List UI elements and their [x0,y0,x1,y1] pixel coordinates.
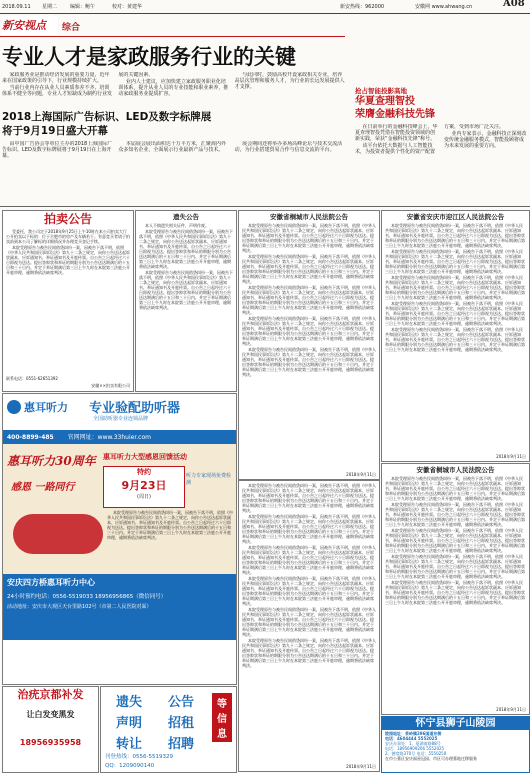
hearing-promo-details [107,510,233,570]
classified-cell: 公告 [167,695,194,710]
hearing-special-time: (周日) [137,494,151,500]
side-title-1: 华夏查理智投 [355,96,415,107]
cemetery-office2: 2、德宽路370号 电话：5550250 [385,751,447,756]
court-notice-body: 本院受理原告与被告民间借贷纠纷一案，因被告下落不明，依照《中华人民共和国民事诉讼法》第九十二条之规定，向你公告送达起诉状副本、应诉通知书、举证通知书及开庭传票。自公告之日起经过六十日即视为送达。提出答辩状和举证的期限分别为公告送达期满后的十五日和三十日内。并定于举证期满后第三日上午九时在本院第三法庭公开开庭审理，逾期将依法缺席判决。 [242,316,376,346]
small-notice [135,210,237,392]
auction-contact: 联系电话：0551-62651392 [6,376,58,381]
classified-side-char: 等 [217,699,227,710]
small-notice-text: 本人不慎遗失相关证件，声明作废。 [145,223,209,228]
court-notice-date: 2018年9月11日 [346,764,376,769]
court-notice-body: 本院受理原告与被告民间借贷纠纷一案，因被告下落不明，依照《中华人民共和国民事诉讼法》第九十二条之规定，向你公告送达起诉状副本、应诉通知书、举证通知书及开庭传票。自公告之日起经过六十日即视为送达。提出答辩状和举证的期限分别为公告送达期满后的十五日和三十日内。并定于举证期满后第三日上午九时在本院第三法庭公开开庭审理，逾期将依法缺席判决。 [385,275,525,300]
auction-company: 安徽××拍卖有限公司 [91,383,130,388]
hearing-promo-icon [13,514,103,554]
notice-divider [0,206,530,207]
header-hotline: 新安热线：962000 [340,4,385,10]
cemetery-office: 安庆办事处：1、菱湖南路88号 [385,741,441,746]
small-notice-body: 本院受理原告与被告民间借贷纠纷一案，因被告下落不明，依照《中华人民共和国民事诉讼法》第九十二条之规定，向你公告送达起诉状副本、应诉通知书、举证通知书及开庭传票。自公告之日起经过六十日即视为送达。提出答辩状和举证的期限分别为公告送达期满后的十五日和三十日内。并定于举证期满后第三日上午九时在本院第三法庭公开开庭审理，逾期将依法缺席判决。 [139,229,233,269]
expo-headline-2: 将于9月19日盛大开幕 [2,125,108,137]
expo-article-para: 展会期间还将举办多场高峰论坛与技术交流活动，为行业搭建贸易合作与信息交流的平台。 [234,141,343,153]
kidney-ad [2,686,99,773]
classified-side [212,693,232,742]
side-article-para: 业内专家表示，金融科技正深刻改变传统金融服务模式，智能投顾将成为未来发展的重要方向。 [444,131,527,149]
side-article-para: 在日前举行的金融科技峰会上，华夏查理智投凭借在智能投资领域的创新实践，荣获“金融科技先锋”称号。 [355,124,438,142]
header-site: 安徽网 www.ahwang.cn [415,4,473,10]
classified-cell: 转让 [115,737,142,752]
hearing-special-label: 特约 [137,468,151,476]
header-rule [0,13,530,14]
court-notice-body: 本院受理原告与被告民间借贷纠纷一案，因被告下落不明，依照《中华人民共和国民事诉讼法》第九十二条之规定，向你公告送达起诉状副本、应诉通知书、举证通知书及开庭传票。自公告之日起经过六十日即视为送达。提出答辩状和举证的期限分别为公告送达期满后的十五日和三十日内。并定于举证期满后第三日上午九时在本院第三法庭公开开庭审理，逾期将依法缺席判决。 [242,514,376,544]
cemetery-phone1: 电话：4604444 5552025 [385,736,438,741]
court-notice-3 [238,480,380,772]
court-notice-body: 本院受理原告与被告民间借贷纠纷一案，因被告下落不明，依照《中华人民共和国民事诉讼法》第九十二条之规定，向你公告送达起诉状副本、应诉通知书、举证通知书及开庭传票。自公告之日起经过六十日即视为送达。提出答辩状和举证的期限分别为公告送达期满后的十五日和三十日内。并定于举证期满后第三日上午九时在本院第三法庭公开开庭审理，逾期将依法缺席判决。 [242,254,376,284]
main-article-para: 业内人士建议，应加快建立家政服务职业化培训体系，提升从业人员的专业技能和职业素养，推动家政服务业提质扩容。 [118,79,229,97]
main-article-para: 当前行业内存在从业人员素质参差不齐、培训体系不健全等问题，专业人才短缺成为制约行业发展的关键因素。 [2,72,154,97]
hearing-hotline: 400-8899-485 [7,434,54,441]
cemetery-footer: 在市公墓区安庆福星冠园、市区可办理墓地迁移服务 [385,756,477,761]
classified-cell: 遗失 [115,695,142,710]
court-notice-body: 本院受理原告与被告民间借贷纠纷一案，因被告下落不明，依照《中华人民共和国民事诉讼法》第九十二条之规定，向你公告送达起诉状副本、应诉通知书、举证通知书及开庭传票。自公告之日起经过六十日即视为送达。提出答辩状和举证的期限分别为公告送达期满后的十五日和三十日内。并定于举证期满后第三日上午九时在本院第三法庭公开开庭审理，逾期将依法缺席判决。 [385,327,525,352]
auction-notice [2,210,134,392]
cemetery-addr: 陵园地址：茶岭镇296国道东侧 [385,731,442,736]
header-bar [0,0,530,13]
classified-cell: 招聘 [167,737,194,752]
cemetery-ad [381,716,530,773]
hearing-promo-title: 惠耳听力大型感恩回馈活动 [103,453,187,461]
auction-title: 拍卖公告 [43,212,92,226]
header-proof: 校对：黄建华 [112,4,143,10]
court-notice-body: 本院受理原告与被告民间借贷纠纷一案，因被告下落不明，依照《中华人民共和国民事诉讼法》第九十二条之规定，向你公告送达起诉状副本、应诉通知书、举证通知书及开庭传票。自公告之日起经过六十日即视为送达。提出答辩状和举证的期限分别为公告送达期满后的十五日和三十日内。并定于举证期满后第三日上午九时在本院第三法庭公开开庭审理，逾期将依法缺席判决。 [242,285,376,315]
side-kicker: 抢占智能投影高地 [355,87,407,95]
classified-cell: 招租 [167,716,194,731]
section-name: 综合 [62,23,81,33]
court-notice-body: 本院受理原告与被告民间借贷纠纷一案，因被告下落不明，依照《中华人民共和国民事诉讼法》第九十二条之规定，向你公告送达起诉状副本、应诉通知书、举证通知书及开庭传票。自公告之日起经过六十日即视为送达。提出答辩状和举证的期限分别为公告送达期满后的十五日和三十日内。并定于举证期满后第三日上午九时在本院第三法庭公开开庭审理，逾期将依法缺席判决。 [385,528,525,553]
classified-qq: QQ：1209090140 [105,763,155,769]
expo-headline-1: 2018上海国际广告标识、LED及数字标牌展 [2,111,212,123]
court-notice-body: 本院受理原告与被告民间借贷纠纷一案，因被告下落不明，依照《中华人民共和国民事诉讼法》第九十二条之规定，向你公告送达起诉状副本、应诉通知书、举证通知书及开庭传票。自公告之日起经过六十日即视为送达。提出答辩状和举证的期限分别为公告送达期满后的十五日和三十日内。并定于举证期满后第三日上午九时在本院第三法庭公开开庭审理，逾期将依法缺席判决。 [242,483,376,513]
court-notice-body: 本院受理原告与被告民间借贷纠纷一案，因被告下落不明，依照《中华人民共和国民事诉讼法》第九十二条之规定，向你公告送达起诉状副本、应诉通知书、举证通知书及开庭传票。自公告之日起经过六十日即视为送达。提出答辩状和举证的期限分别为公告送达期满后的十五日和三十日内。并定于举证期满后第三日上午九时在本院第三法庭公开开庭审理，逾期将依法缺席判决。 [385,554,525,579]
hearing-website: 官网网址：www.33huier.com [67,434,151,441]
court-notice-1 [238,210,380,480]
court-notice-body: 本院受理原告与被告民间借贷纠纷一案，因被告下落不明，依照《中华人民共和国民事诉讼法》第九十二条之规定，向你公告送达起诉状副本、应诉通知书、举证通知书及开庭传票。自公告之日起经过六十日即视为送达。提出答辩状和举证的期限分别为公告送达期满后的十五日和三十日内。并定于举证期满后第三日上午九时在本院第三法庭公开开庭审理，逾期将依法缺席判决。 [385,476,525,501]
hearing-special-box [103,466,185,508]
court-notice-body: 本院受理原告与被告民间借贷纠纷一案，因被告下落不明，依照《中华人民共和国民事诉讼法》第九十二条之规定，向你公告送达起诉状副本、应诉通知书、举证通知书及开庭传票。自公告之日起经过六十日即视为送达。提出答辩状和举证的期限分别为公告送达期满后的十五日和三十日内。并定于举证期满后第三日上午九时在本院第三法庭公开开庭审理，逾期将依法缺席判决。 [242,607,376,637]
hearing-hotline-bar [3,432,236,444]
expo-article-para: 本届展会展出面积达十万平方米，汇聚海内外众多知名企业，全面展示行业最新产品与技术。 [118,141,226,153]
hearing-special-date: 9月23日 [121,479,167,492]
hearing-promo-left: 惠耳听力30周年 [7,454,96,468]
court-notice-body: 本院受理原告与被告民间借贷纠纷一案，因被告下落不明，依照《中华人民共和国民事诉讼法》第九十二条之规定，向你公告送达起诉状副本、应诉通知书、举证通知书及开庭传票。自公告之日起经过六十日即视为送达。提出答辩状和举证的期限分别为公告送达期满后的十五日和三十日内。并定于举证期满后第三日上午九时在本院第三法庭公开开庭审理，逾期将依法缺席判决。 [242,576,376,606]
header-editor: 编辑：鲍午 [70,4,96,10]
court-notice-body: 本院受理原告与被告民间借贷纠纷一案，因被告下落不明，依照《中华人民共和国民事诉讼法》第九十二条之规定，向你公告送达起诉状副本、应诉通知书、举证通知书及开庭传票。自公告之日起经过六十日即视为送达。提出答辩状和举证的期限分别为公告送达期满后的十五日和三十日内。并定于举证期满后第三日上午九时在本院第三法庭公开开庭审理，逾期将依法缺席判决。 [385,223,525,248]
side-article-para: 该平台依托大数据与人工智能技术，为投资者提供个性化的资产配置方案，受到市场广泛关注。 [355,124,505,155]
hearing-expert: 听力专家现场免费检测 [186,473,232,486]
main-article-body [2,72,346,108]
court-notice-body: 本院受理原告与被告民间借贷纠纷一案，因被告下落不明，依照《中华人民共和国民事诉讼法》第九十二条之规定，向你公告送达起诉状副本、应诉通知书、举证通知书及开庭传票。自公告之日起经过六十日即视为送达。提出答辩状和举证的期限分别为公告送达期满后的十五日和三十日内。并定于举证期满后第三日上午九时在本院第三法庭公开开庭审理，逾期将依法缺席判决。 [385,580,525,605]
main-headline: 专业人才是家政服务行业的关键 [2,45,296,69]
court-notice-title: 安徽省桐城市人民法院公告 [270,213,348,221]
court-notice-body: 本院受理原告与被告民间借贷纠纷一案，因被告下落不明，依照《中华人民共和国民事诉讼法》第九十二条之规定，向你公告送达起诉状副本、应诉通知书、举证通知书及开庭传票。自公告之日起经过六十日即视为送达。提出答辩状和举证的期限分别为公告送达期满后的十五日和三十日内。并定于举证期满后第三日上午九时在本院第三法庭公开开庭审理，逾期将依法缺席判决。 [242,638,376,668]
kidney-brand: 治疣京都补发 [17,688,84,701]
court-notice-date: 2018年9月11日 [346,472,376,477]
hearing-promo [3,444,236,574]
court-notice-body: 本院受理原告与被告民间借贷纠纷一案，因被告下落不明，依照《中华人民共和国民事诉讼法》第九十二条之规定，向你公告送达起诉状副本、应诉通知书、举证通知书及开庭传票。自公告之日起经过六十日即视为送达。提出答辩状和举证的期限分别为公告送达期满后的十五日和三十日内。并定于举证期满后第三日上午九时在本院第三法庭公开开庭审理，逾期将依法缺席判决。 [242,545,376,575]
side-title-2: 荣膺金融科技先锋 [355,109,435,120]
classified-side-char: 信 [217,714,227,725]
classified-cell: 声明 [115,716,142,731]
kidney-line1: 让白发变黑发 [26,710,75,719]
court-notice-body: 本院受理原告与被告民间借贷纠纷一案，因被告下落不明，依照《中华人民共和国民事诉讼法》第九十二条之规定，向你公告送达起诉状副本、应诉通知书、举证通知书及开庭传票。自公告之日起经过六十日即视为送达。提出答辩状和举证的期限分别为公告送达期满后的十五日和三十日内。并定于举证期满后第三日上午九时在本院第三法庭公开开庭审理，逾期将依法缺席判决。 [385,502,525,527]
court-notice-2 [381,210,530,462]
court-notice-date: 2018年9月11日 [496,454,526,459]
header-date: 2018.09.11 [2,4,31,10]
hearing-tagline: 全国助听器专业连锁品牌 [93,416,149,422]
hearing-brand: 惠耳听力 [24,401,68,414]
court-notice-title: 安徽省桐城市人民法院公告 [416,466,495,474]
section-logo-text: 新安视点 [2,19,46,32]
court-notice-title: 安徽省安庆市迎江区人民法院公告 [406,213,505,221]
cemetery-tel: 电话：18956909206 5552025 [385,746,445,751]
expo-article-body [2,141,346,203]
expo-article-para: 由中国广告协会等单位主办的2018上海国际广告标识、LED及数字标牌展将于9月19日在上海开幕。 [2,141,113,159]
classified-phone: 刊登热线：0556-5519329 [105,754,173,760]
classified-side-char: 息 [217,729,227,740]
court-notice-body: 本院受理原告与被告民间借贷纠纷一案，因被告下落不明，依照《中华人民共和国民事诉讼法》第九十二条之规定，向你公告送达起诉状副本、应诉通知书、举证通知书及开庭传票。自公告之日起经过六十日即视为送达。提出答辩状和举证的期限分别为公告送达期满后的十五日和三十日内。并定于举证期满后第三日上午九时在本院第三法庭公开开庭审理，逾期将依法缺席判决。 [242,347,376,377]
main-article-para: 与此同时，鼓励高校开设家政相关专业，培养高层次管理和服务人才，为行业的长远发展提供人才支撑。 [234,72,345,90]
hearing-ad [2,393,237,685]
hearing-promo-sub: 感恩 一路同行 [11,482,75,493]
classified-grid [105,691,205,752]
page-number: A08 [503,0,525,9]
header-day: 星期二 [42,4,58,10]
court-notice-body: 本院受理原告与被告民间借贷纠纷一案，因被告下落不明，依照《中华人民共和国民事诉讼法》第九十二条之规定，向你公告送达起诉状副本、应诉通知书、举证通知书及开庭传票。自公告之日起经过六十日即视为送达。提出答辩状和举证的期限分别为公告送达期满后的十五日和三十日内。并定于举证期满后第三日上午九时在本院第三法庭公开开庭审理，逾期将依法缺席判决。 [385,249,525,274]
hearing-slogan: 专业验配助听器 [89,401,181,416]
section-rule [0,36,345,37]
main-article-para: 家政服务业是推动经济发展的重要力量，近年来在国家政策的引导下，行业规模持续扩大。 [2,72,110,84]
cemetery-name: 怀宁县狮子山陵园 [382,717,529,730]
hearing-ad-header [3,394,236,432]
auction-text: 受委托，我公司定于2018年9月25日上午10时在本公司拍卖大厅公开拍卖以下标的：位于合肥市的房产及车辆若干。有意竞买者请于拍卖前到本公司了解标的详细情况并办理竞买登记手续。 [6,229,130,244]
hearing-bottom [3,574,236,640]
court-notice-4 [381,463,530,715]
small-notice-title: 遗失公告 [173,213,199,221]
small-notice-body: 本院受理原告与被告民间借贷纠纷一案，因被告下落不明，依照《中华人民共和国民事诉讼法》第九十二条之规定，向你公告送达起诉状副本、应诉通知书、举证通知书及开庭传票。自公告之日起经过六十日即视为送达。提出答辩状和举证的期限分别为公告送达期满后的十五日和三十日内。并定于举证期满后第三日上午九时在本院第三法庭公开开庭审理，逾期将依法缺席判决。 [139,270,233,310]
auction-text-2: 本院受理原告与被告民间借贷纠纷一案，因被告下落不明，依照《中华人民共和国民事诉讼法》第九十二条之规定，向你公告送达起诉状副本、应诉通知书、举证通知书及开庭传票。自公告之日起经过六十日即视为送达。提出答辩状和举证的期限分别为公告送达期满后的十五日和三十日内。并定于举证期满后第三日上午九时在本院第三法庭公开开庭审理，逾期将依法缺席判决。 [6,245,130,275]
court-notice-body: 本院受理原告与被告民间借贷纠纷一案，因被告下落不明，依照《中华人民共和国民事诉讼法》第九十二条之规定，向你公告送达起诉状副本、应诉通知书、举证通知书及开庭传票。自公告之日起经过六十日即视为送达。提出答辩状和举证的期限分别为公告送达期满后的十五日和三十日内。并定于举证期满后第三日上午九时在本院第三法庭公开开庭审理，逾期将依法缺席判决。 [385,301,525,326]
hearing-bottom-2: 24小时预约电话：0556-5519033 18956956865（微信同号） [7,594,167,600]
court-notice-body: 本院受理原告与被告民间借贷纠纷一案，因被告下落不明，依照《中华人民共和国民事诉讼法》第九十二条之规定，向你公告送达起诉状副本、应诉通知书、举证通知书及开庭传票。自公告之日起经过六十日即视为送达。提出答辩状和举证的期限分别为公告送达期满后的十五日和三十日内。并定于举证期满后第三日上午九时在本院第三法庭公开开庭审理，逾期将依法缺席判决。 [242,223,376,253]
hearing-bottom-1: 安庆四方桥惠耳听力中心 [7,578,95,587]
hearing-promo-detail: 本院受理原告与被告民间借贷纠纷一案，因被告下落不明，依照《中华人民共和国民事诉讼法》第九十二条之规定，向你公告送达起诉状副本、应诉通知书、举证通知书及开庭传票。自公告之日起经过六十日即视为送达。提出答辩状和举证的期限分别为公告送达期满后的十五日和三十日内。并定于举证期满后第三日上午九时在本院第三法庭公开开庭审理，逾期将依法缺席判决。 [107,510,233,540]
section-logo [2,16,57,35]
classified-ad [100,686,237,773]
hearing-bottom-3: 活动地址：安庆市大观区天台里路102号（市第二人民医院对面） [7,604,152,610]
kidney-phone: 18956935958 [19,738,82,747]
hearing-logo-icon [7,400,21,414]
court-notice-date: 2018年9月11日 [496,707,526,712]
